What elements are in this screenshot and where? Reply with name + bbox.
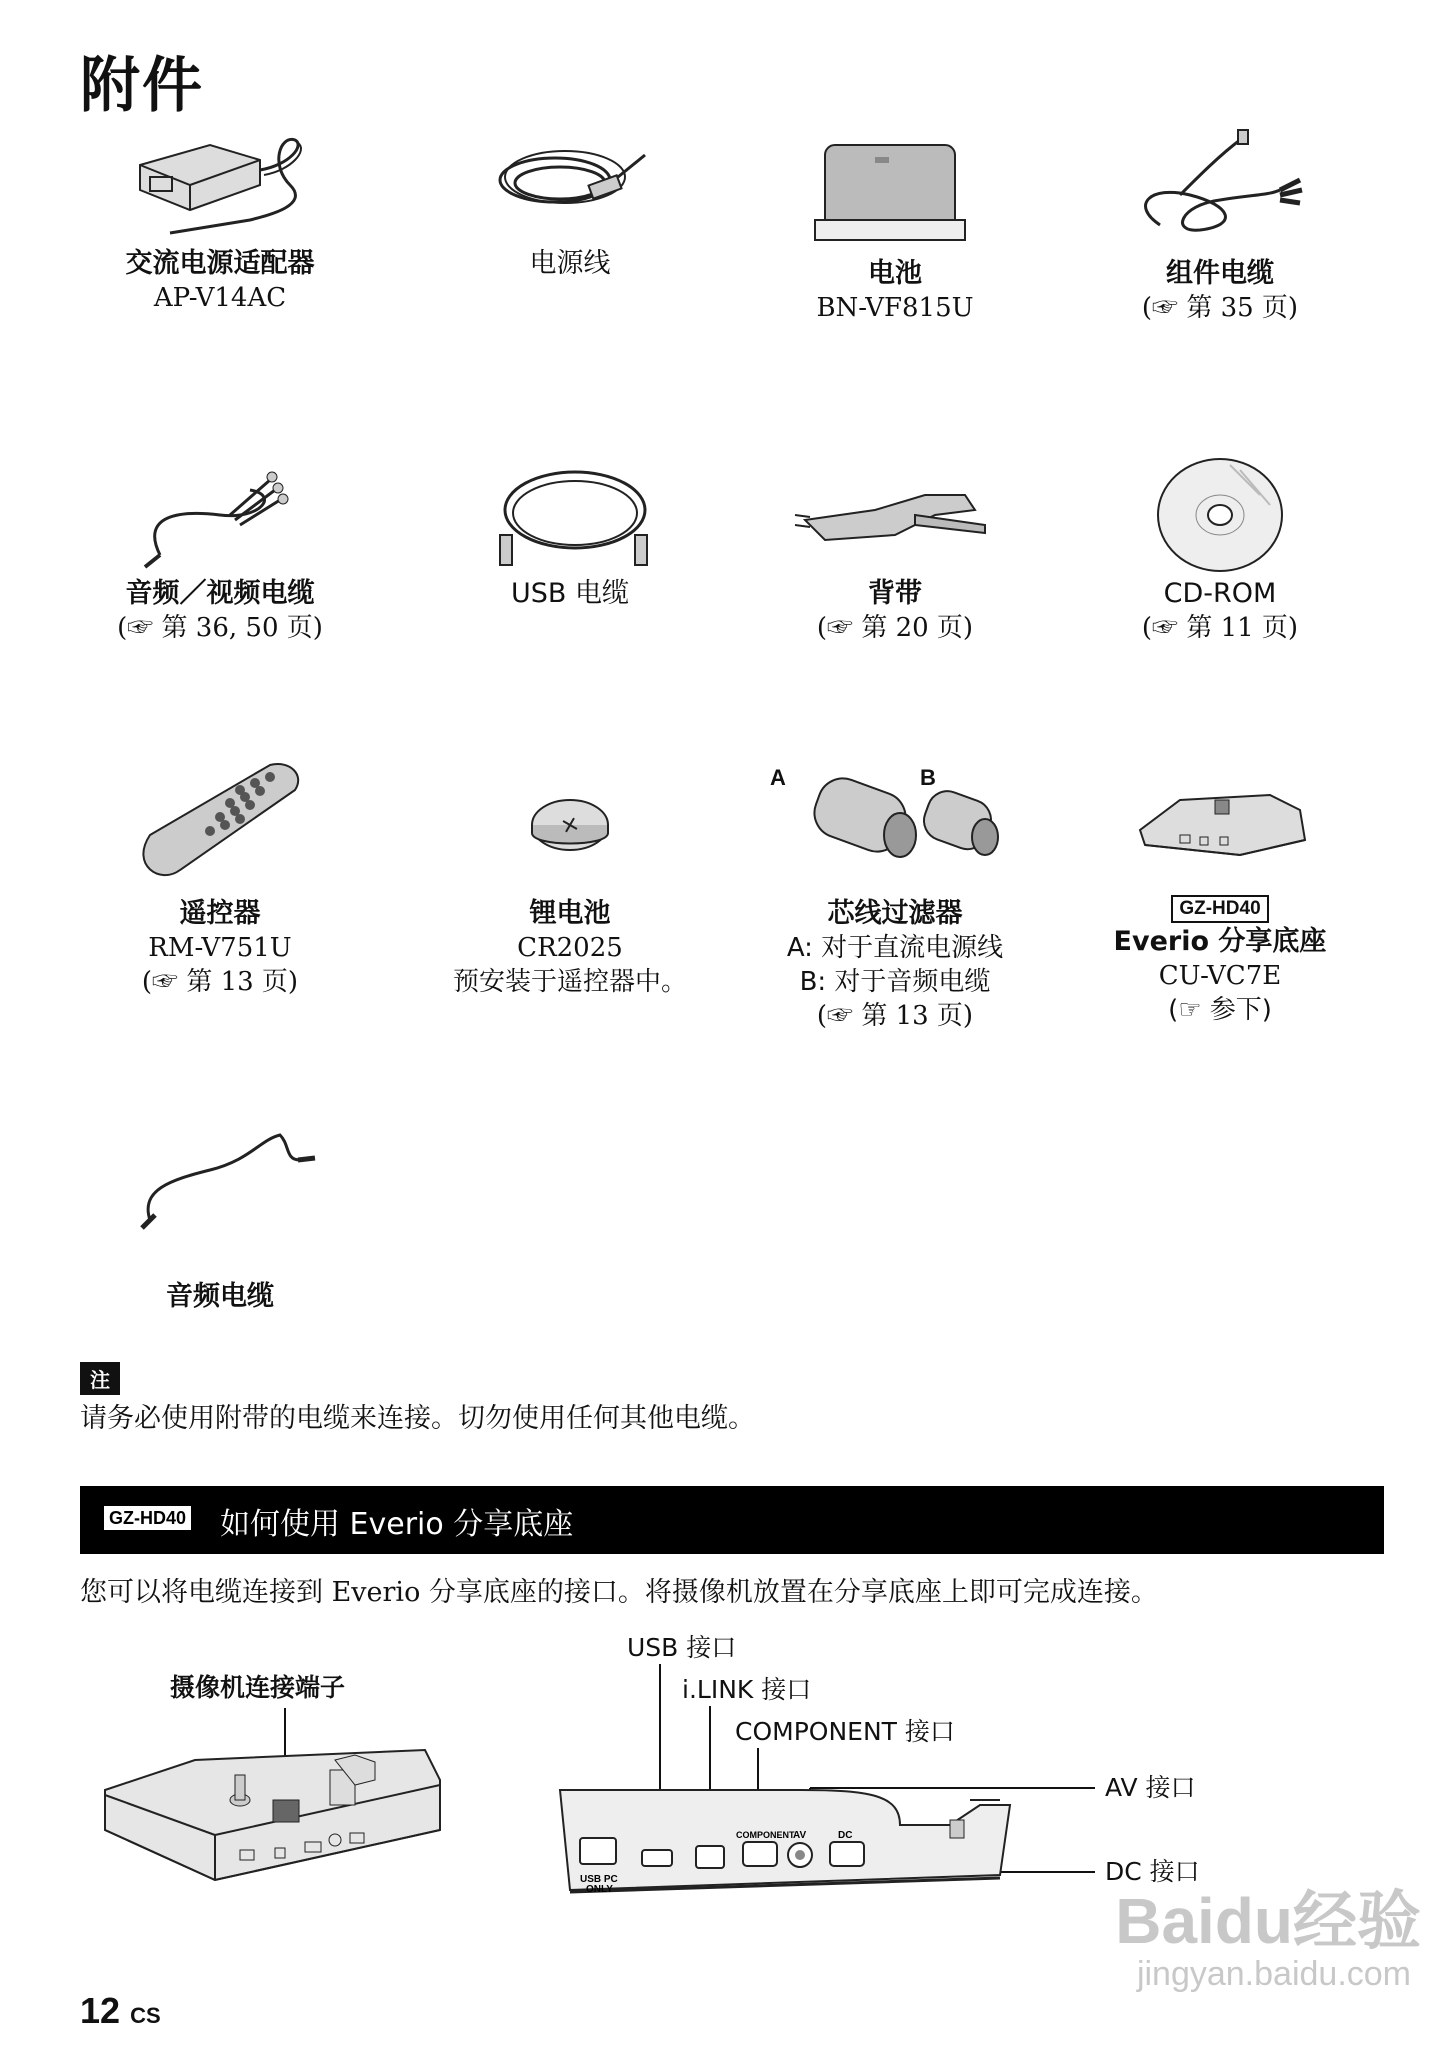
accessory-component-cable xyxy=(1055,125,1385,325)
dc-port-label: DC 接口 xyxy=(1105,1857,1200,1886)
section-title: 如何使用 Everio 分享底座 xyxy=(220,1507,574,1542)
page-number xyxy=(80,1990,161,2032)
note-text: 请务必使用附带的电缆来连接。切勿使用任何其他电缆。 xyxy=(80,1403,755,1434)
cd-rom-icon xyxy=(1120,455,1320,575)
accessory-name: Everio 分享底座 xyxy=(1113,926,1327,957)
av-cable-icon xyxy=(120,455,320,575)
battery-pack-icon xyxy=(795,125,995,255)
accessory-model: CR2025 xyxy=(517,933,623,963)
accessory-battery xyxy=(730,125,1060,325)
panel-component-label: COMPONENT xyxy=(736,1830,795,1840)
audio-cable-icon xyxy=(120,1100,320,1240)
dock-diagram xyxy=(95,1700,455,1930)
accessory-strap xyxy=(730,455,1060,645)
rear-panel-diagram xyxy=(550,1660,1110,1920)
usb-cable-icon xyxy=(470,455,670,575)
note-tag: 注 xyxy=(80,1362,120,1395)
accessory-name: 组件电缆 xyxy=(1166,258,1274,289)
accessory-dock xyxy=(1055,745,1385,1027)
filter-a-desc: A: 对于直流电源线 xyxy=(786,933,1004,963)
strap-icon xyxy=(785,455,1005,575)
camera-terminal-label: 摄像机连接端子 xyxy=(170,1673,346,1702)
accessory-page-ref: (☞ 第 35 页) xyxy=(1141,293,1299,323)
accessory-page-ref: (☞ 第 13 页) xyxy=(816,1001,974,1031)
accessory-note: 预安装于遥控器中。 xyxy=(452,967,687,997)
accessory-core-filter xyxy=(730,745,1060,1033)
accessory-name: CD-ROM xyxy=(1163,578,1277,609)
accessory-model: CU-VC7E xyxy=(1158,961,1282,991)
ac-adapter-icon xyxy=(120,125,320,245)
accessory-model: RM-V751U xyxy=(148,933,292,963)
panel-dc-label: DC xyxy=(838,1830,853,1841)
accessory-audio-cable xyxy=(55,1100,385,1314)
accessory-remote xyxy=(55,745,385,999)
accessory-name: 电池 xyxy=(868,258,922,289)
accessory-power-cord xyxy=(405,125,735,281)
accessory-name: 交流电源适配器 xyxy=(125,248,315,279)
accessory-cd-rom xyxy=(1055,455,1385,645)
section-intro: 您可以将电缆连接到 Everio 分享底座的接口。将摄像机放置在分享底座上即可完成连接。 xyxy=(80,1577,1158,1608)
accessory-page-ref: (☞ 参下) xyxy=(1168,995,1272,1025)
usb-port-label: USB 接口 xyxy=(627,1633,737,1662)
accessory-page-ref: (☞ 第 13 页) xyxy=(141,967,299,997)
component-port-label: COMPONENT 接口 xyxy=(735,1717,955,1746)
watermark-logo: Baidu经验 xyxy=(1115,1885,1421,1957)
model-tag: GZ-HD40 xyxy=(1171,895,1268,923)
section-model-tag: GZ-HD40 xyxy=(104,1506,191,1530)
accessory-name: 电源线 xyxy=(529,248,611,279)
section-header xyxy=(80,1486,1384,1554)
accessory-name: 锂电池 xyxy=(529,898,611,929)
panel-only-label: ONLY xyxy=(586,1884,613,1895)
page-title: 附件 xyxy=(80,51,204,121)
accessory-model: AP-V14AC xyxy=(153,283,287,313)
accessory-usb-cable xyxy=(405,455,735,611)
page-number-value: 12 xyxy=(80,1990,121,2031)
dock-icon xyxy=(1120,745,1320,895)
core-filter-icon xyxy=(775,745,1015,895)
accessory-name: 音频／视频电缆 xyxy=(125,578,315,609)
coin-battery-icon xyxy=(470,745,670,895)
accessory-name: USB 电缆 xyxy=(510,578,629,609)
panel-av-label: AV xyxy=(793,1830,807,1841)
accessory-name: 音频电缆 xyxy=(166,1281,274,1312)
page-lang: CS xyxy=(130,2003,161,2028)
accessory-page-ref: (☞ 第 36, 50 页) xyxy=(117,613,323,643)
filter-label-b: B xyxy=(920,765,936,790)
watermark-url: jingyan.baidu.com xyxy=(1136,1955,1411,1993)
component-cable-icon xyxy=(1120,125,1320,255)
av-port-label: AV 接口 xyxy=(1105,1773,1196,1802)
accessory-name: 芯线过滤器 xyxy=(827,898,963,929)
accessory-av-cable xyxy=(55,455,385,645)
accessory-name: 遥控器 xyxy=(179,898,261,929)
power-cord-icon xyxy=(470,125,670,245)
accessory-model: BN-VF815U xyxy=(816,293,974,323)
accessory-coin-battery xyxy=(405,745,735,999)
ilink-port-label: i.LINK 接口 xyxy=(682,1675,812,1704)
accessory-name: 背带 xyxy=(868,578,922,609)
model-tag-wrapper xyxy=(1055,895,1385,923)
remote-control-icon xyxy=(120,745,320,895)
accessory-ac-adapter xyxy=(55,125,385,315)
panel-usb-pc-label: USB PC xyxy=(580,1874,618,1885)
accessory-page-ref: (☞ 第 20 页) xyxy=(816,613,974,643)
filter-label-a: A xyxy=(770,765,786,790)
filter-b-desc: B: 对于音频电缆 xyxy=(799,967,991,997)
accessory-page-ref: (☞ 第 11 页) xyxy=(1141,613,1299,643)
